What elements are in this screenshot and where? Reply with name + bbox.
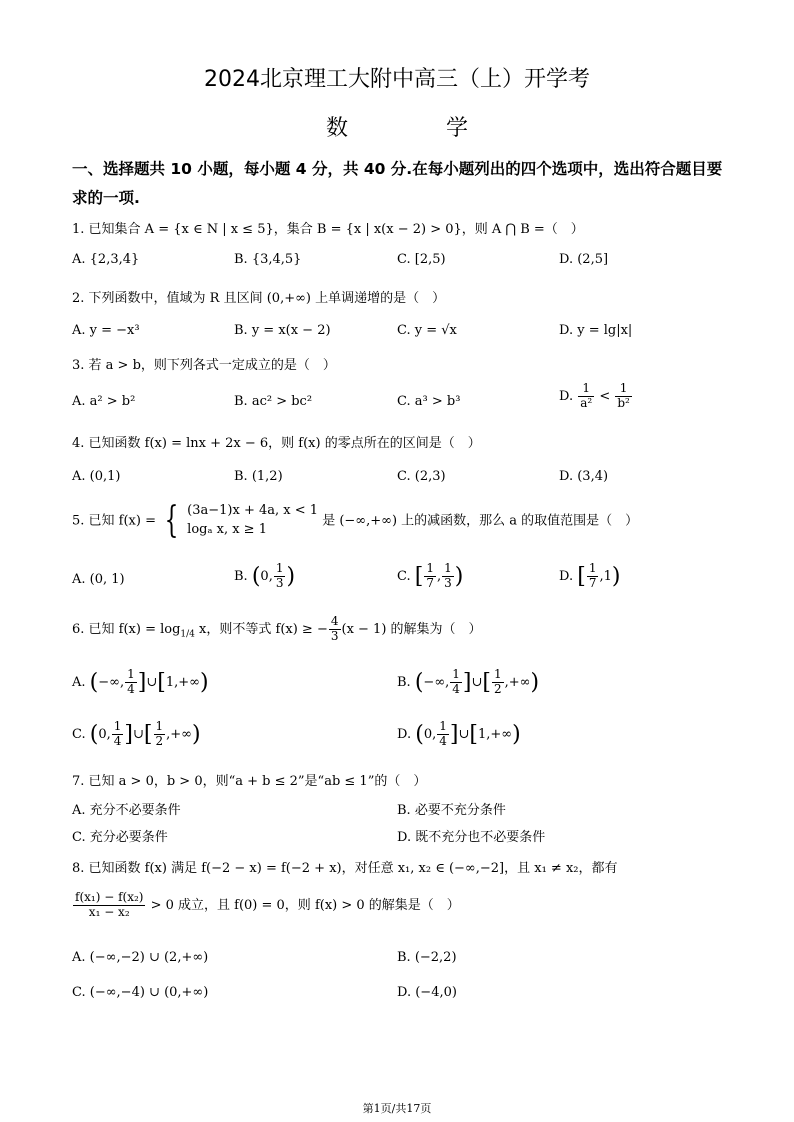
q4-option-b: B. (1,2) <box>234 469 283 484</box>
question-5-stem: 5. 已知 f(x) = { (3a−1)x + 4a, x < 1 logₐ x, x ≥ 1 是 (−∞,+∞) 上的减函数，那么 a 的取值范围是（ ） <box>72 499 639 541</box>
q3-option-b: B. ac² > bc² <box>234 394 313 409</box>
section-heading-line1: 一、选择题共 10 小题，每小题 4 分，共 40 分.在每小题列出的四个选项中，选出符合题目要 <box>72 160 723 178</box>
page-footer: 第1页/共17页 <box>362 1102 432 1115</box>
q3-option-c: C. a³ > b³ <box>397 394 461 409</box>
q6-option-d: D. (0, $\frac{1}{4}$ ]∪[1,+∞) <box>397 719 521 748</box>
question-1-stem: 1. 已知集合 A = {x ∈ N | x ≤ 5}，集合 B = {x | x(x − 2) > 0}，则 A ⋂ B =（ ） <box>72 222 584 237</box>
question-2-stem: 2. 下列函数中，值域为 R 且区间 (0,+∞) 上单调递增的是（ ） <box>72 291 446 306</box>
q1-option-a: A. {2,3,4} <box>72 252 140 267</box>
q8-option-c: C. (−∞,−4) ∪ (0,+∞) <box>72 985 209 1000</box>
q7-option-d: D. 既不充分也不必要条件 <box>397 830 546 845</box>
q8-option-a: A. (−∞,−2) ∪ (2,+∞) <box>72 950 209 965</box>
q5-option-d: D. [ $\frac{1}{7}$ ,1) <box>559 561 621 590</box>
subject-title: 数 学 <box>325 116 506 141</box>
q4-option-c: C. (2,3) <box>397 469 446 484</box>
q4-option-a: A. (0,1) <box>72 469 121 484</box>
q7-option-b: B. 必要不充分条件 <box>397 803 506 818</box>
q3-option-a: A. a² > b² <box>72 394 136 409</box>
section-heading-line2: 求的一项. <box>72 189 140 207</box>
question-8-line1: 8. 已知函数 f(x) 满足 f(−2 − x) = f(−2 + x)，对任意 x₁, x₂ ∈ (−∞,−2]，且 x₁ ≠ x₂，都有 <box>72 861 618 876</box>
q7-option-c: C. 充分必要条件 <box>72 830 168 845</box>
question-6-stem: 6. 已知 $f(x) = \log_{1/4} x$，则不等式 f(x) ≥ − $\frac{4}{3}$ (x − 1) 的解集为（ ） <box>72 614 482 643</box>
question-8-line2: $\frac{\text{f(x₁) − f(x₂)}}{\text{x₁ − x₂}}$ > 0 成立，且 f(0) = 0，则 f(x) > 0 的解集是（ ） <box>75 890 460 919</box>
q6-option-a: A. (−∞, $\frac{1}{4}$ ]∪[1,+∞) <box>72 667 209 696</box>
q8-option-d: D. (−4,0) <box>397 985 457 1000</box>
q1-option-d: D. (2,5] <box>559 252 609 267</box>
q8-option-b: B. (−2,2) <box>397 950 457 965</box>
question-3-stem: 3. 若 a > b，则下列各式一定成立的是（ ） <box>72 358 336 373</box>
q2-option-a: A. y = −x³ <box>72 323 140 338</box>
page-title: 2024北京理工大附中高三（上）开学考 <box>204 67 590 92</box>
q2-option-c: C. y = √x <box>397 323 457 338</box>
q7-option-a: A. 充分不必要条件 <box>72 803 181 818</box>
question-4-stem: 4. 已知函数 f(x) = lnx + 2x − 6，则 f(x) 的零点所在的区间是（ ） <box>72 436 481 451</box>
q1-option-b: B. {3,4,5} <box>234 252 302 267</box>
q2-option-d: D. y = lg|x| <box>559 323 633 338</box>
q3-option-d: D. $\frac{1}{\text{a²}}$ < $\frac{1}{\text{b²}}$ <box>559 381 630 410</box>
q2-option-b: B. y = x(x − 2) <box>234 323 331 338</box>
q6-option-b: B. (−∞, $\frac{1}{4}$ ]∪[ $\frac{1}{2}$ ,+∞) <box>397 667 540 696</box>
q1-option-c: C. [2,5) <box>397 252 446 267</box>
q5-option-a: A. (0, 1) <box>72 572 125 587</box>
q5-option-b: B. (0, $\frac{1}{3}$ ) <box>234 561 296 590</box>
q4-option-d: D. (3,4) <box>559 469 609 484</box>
question-7-stem: 7. 已知 a > 0，b > 0，则“a + b ≤ 2”是“ab ≤ 1”的（ ） <box>72 774 427 789</box>
q6-option-c: C. (0, $\frac{1}{4}$ ]∪[ $\frac{1}{2}$ ,+∞) <box>72 719 201 748</box>
q5-option-c: C. [ $\frac{1}{7}$ , $\frac{1}{3}$ ) <box>397 561 464 590</box>
